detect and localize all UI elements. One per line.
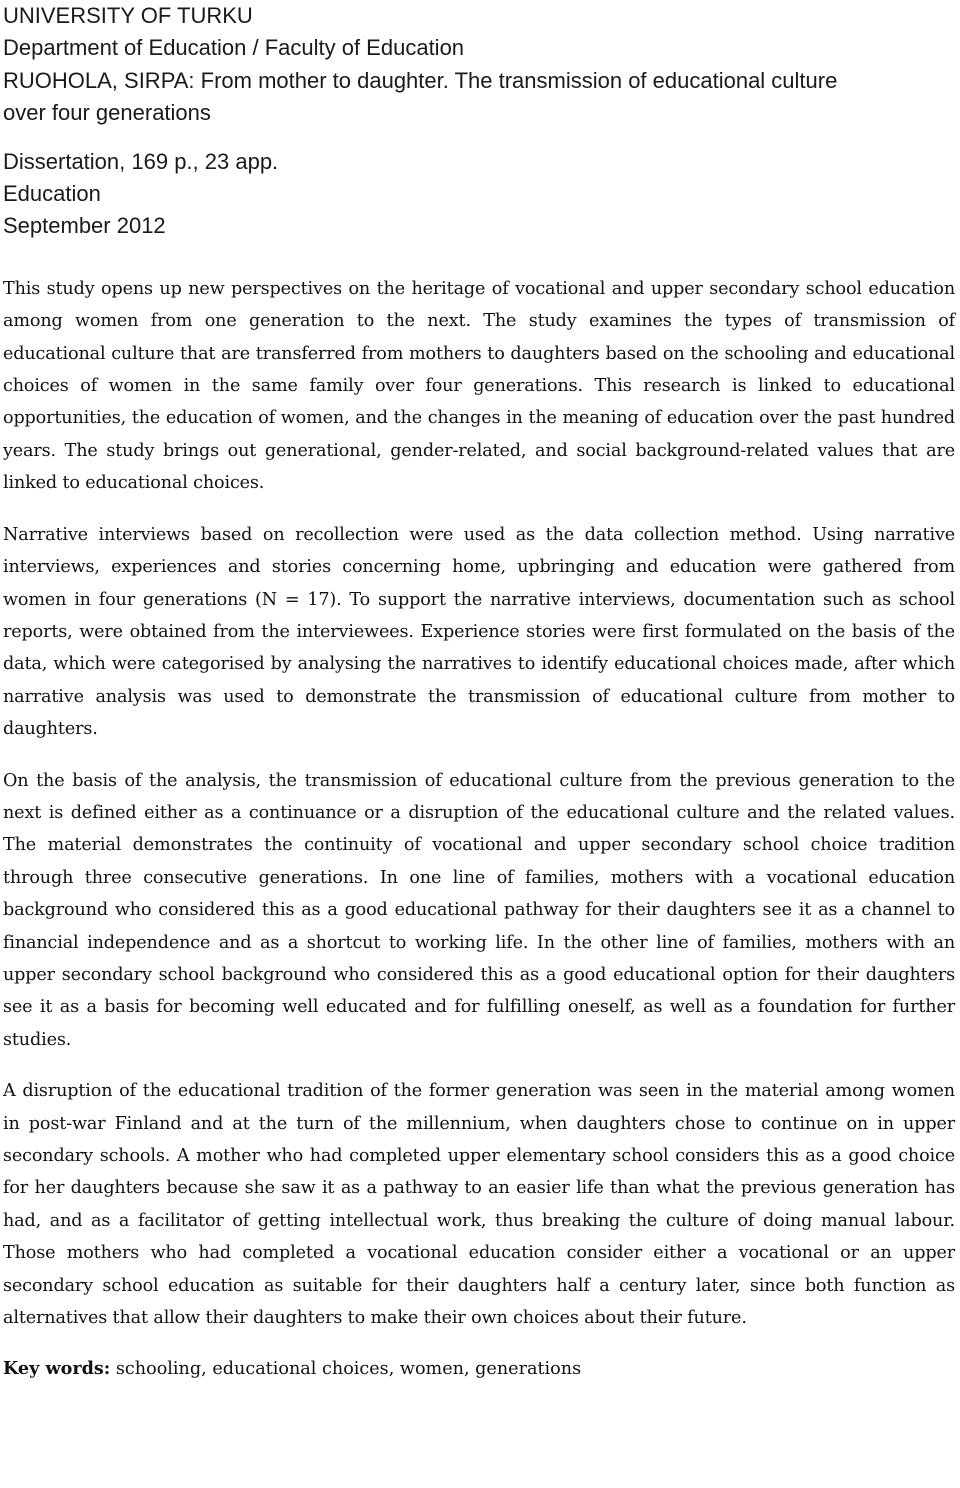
subject-field: Education [3,181,101,207]
dissertation-info: Dissertation, 169 p., 23 app. [3,148,279,174]
document-header [3,0,955,243]
university-name: UNIVERSITY OF TURKU [3,3,253,28]
abstract-paragraph-4: A disruption of the educational tradition of the former generation was seen in the material among women in post-war Finland and at the turn of the millennium, when daughters chose to continue on in upper secondary schools. A mother who had completed upper elementary school considers this as a good choice for her daughters because she saw it as a pathway to an easier life than what the previous generation has had, and as a facilitator of getting intellectual work, thus breaking the culture of doing manual labour. Those mothers who had completed a vocational education consider either a vocational or an upper secondary school education as suitable for their daughters half a century later, since both function as alternatives that allow their daughters to make their own choices about their future. [3,1081,955,1329]
document-page [3,0,955,1386]
abstract-paragraph-2: Narrative interviews based on recollection were used as the data collection method. Using narrative interviews, experiences and stories concerning home, upbringing and education were gathered from women in four generations (N = 17). To support the narrative interviews, documentation such as school reports, were obtained from the interviewees. Experience stories were first formulated on the basis of the data, which were categorised by analysing the narratives to identify educational choices made, after which narrative analysis was used to demonstrate the transmission of educational culture from mother to daughters. [3,524,955,740]
dissertation-title-line-2: over four generations [3,100,211,126]
abstract-paragraph-1: This study opens up new perspectives on the heritage of vocational and upper secondary school education among women from one generation to the next. The study examines the types of transmission of educational culture that are transferred from mothers to daughters based on the schooling and educational choices of women in the same family over four generations. This research is linked to educational opportunities, the education of women, and the changes in the meaning of education over the past hundred years. The study brings out generational, gender-related, and social background-related values that are linked to educational choices. [3,278,955,494]
keywords-value: schooling, educational choices, women, generations [115,1359,582,1380]
keywords-label: Key words: [3,1358,111,1380]
keywords-line [3,1353,955,1385]
header-spacer [3,130,955,146]
abstract-paragraph-3: On the basis of the analysis, the transmission of educational culture from the previous generation to the next is defined either as a continuance or a disruption of the educational culture and the related values. The material demonstrates the continuity of vocational and upper secondary school choice tradition through three consecutive generations. In one line of families, mothers with a vocational education background who considered this as a good educational pathway for their daughters see it as a channel to financial independence and as a shortcut to working life. In the other line of families, mothers with an upper secondary school background who considered this as a good educational option for their daughters see it as a basis for becoming well educated and for fulfilling oneself, as well as a foundation for further studies. [3,770,955,1050]
publication-date: September 2012 [3,213,166,239]
department-name: Department of Education / Faculty of Education [3,35,465,61]
dissertation-title-line-1: RUOHOLA, SIRPA: From mother to daughter. The transmission of educational culture [3,67,838,93]
